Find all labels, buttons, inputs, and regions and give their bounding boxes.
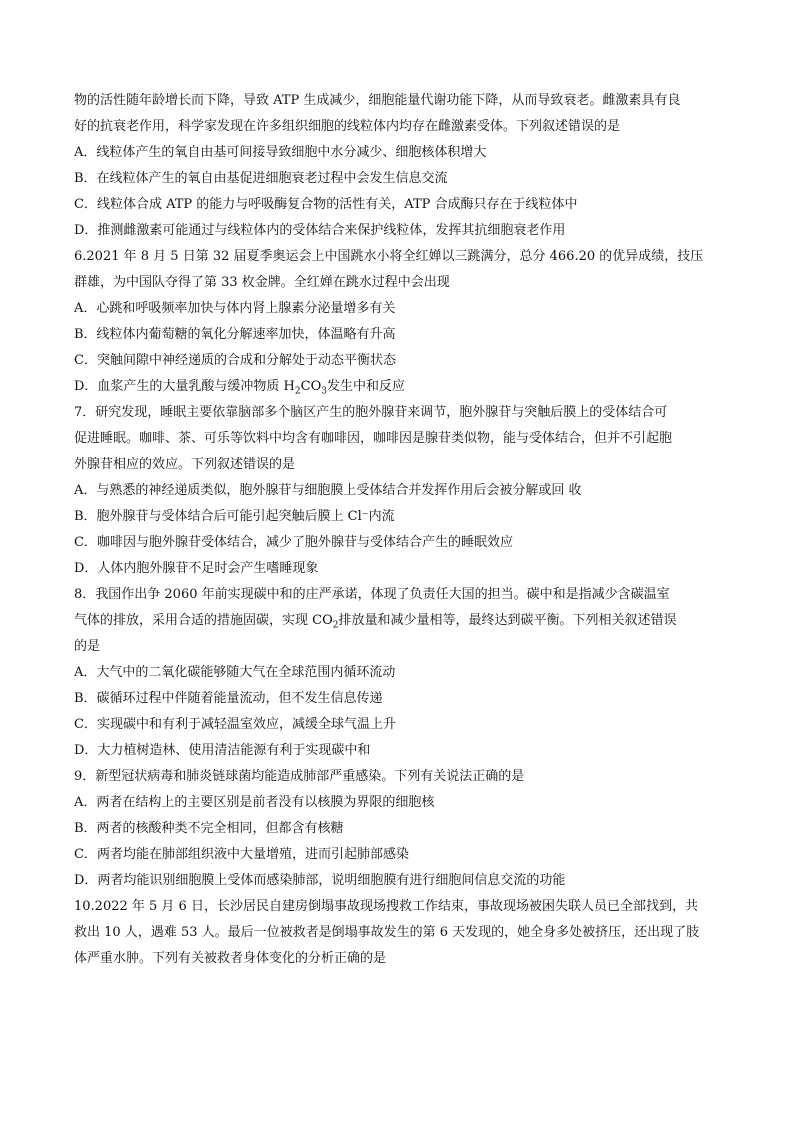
q9-stem-line-1: 9．新型冠状病毒和肺炎链球菌均能造成肺部严重感染。下列有关说法正确的是 (74, 769, 525, 784)
q9-option-c: C．两者均能在肺部组织液中大量增殖，进而引起肺部感染 (74, 847, 409, 862)
q7-stem-line-1: 7．研究发现，睡眠主要依靠脑部多个脑区产生的胞外腺苷来调节，胞外腺苷与突触后膜上的受体结合可 (74, 405, 668, 420)
q8-option-c: C．实现碳中和有利于减轻温室效应，减缓全球气温上升 (74, 717, 396, 732)
q5-option-a: A．线粒体产生的氧自由基可间接导致细胞中水分减少、细胞核体积增大 (74, 145, 487, 160)
q7-option-c: C．咖啡因与胞外腺苷受体结合，减少了胞外腺苷与受体结合产生的睡眠效应 (74, 535, 513, 550)
q5-option-b: B．在线粒体产生的氧自由基促进细胞衰老过程中会发生信息交流 (74, 171, 448, 186)
q10-stem-line-3: 体严重水肿。下列有关被救者身体变化的分析正确的是 (74, 951, 387, 966)
q7-option-b: B．胞外腺苷与受体结合后可能引起突触后膜上 Cl⁻内流 (74, 509, 395, 524)
q7-stem-line-2: 促进睡眠。咖啡、茶、可乐等饮料中均含有咖啡因，咖啡因是腺苷类似物，能与受体结合，但并不引起胞 (74, 431, 673, 446)
q6-option-d (74, 374, 734, 400)
q6-option-d-mid: CO (300, 379, 322, 394)
q6-option-d-sub2: 3 (321, 386, 327, 397)
q8-stem-line-1: 8．我国作出争 2060 年前实现碳中和的庄严承诺，体现了负责任大国的担当。碳中和是指减少含碳温室 (74, 587, 670, 602)
q8-stem-line-2-sub: 2 (332, 620, 339, 631)
q9-option-d: D．两者均能识别细胞膜上受体而感染肺部，说明细胞膜有进行细胞间信息交流的功能 (74, 873, 566, 888)
q7-option-d: D．人体内胞外腺苷不足时会产生嗜睡现象 (74, 561, 319, 576)
q6-stem-line-1: 6.2021 年 8 月 5 日第 32 届夏季奥运会上中国跳水小将全红婵以三跳满分，总分 466.20 的优异成绩，技压 (74, 249, 704, 264)
q8-option-a: A．大气中的二氧化碳能够随大气在全球范围内循环流动 (74, 665, 396, 680)
q6-option-b: B．线粒体内葡萄糖的氧化分解速率加快，体温略有升高 (74, 327, 396, 342)
q6-option-d-prefix: D．血浆产生的大量乳酸与缓冲物质 H (74, 379, 295, 394)
q8-option-d: D．大力植树造林、使用清洁能源有利于实现碳中和 (74, 743, 371, 758)
q6-option-c: C．突触间隙中神经递质的合成和分解处于动态平衡状态 (74, 353, 396, 368)
q10-stem-line-1: 10.2022 年 5 月 6 日，长沙居民自建房倒塌事故现场搜救工作结束，事故现场被困失联人员已全部找到，共 (74, 899, 698, 914)
q7-stem-line-3: 外腺苷相应的效应。下列叙述错误的是 (74, 457, 296, 472)
q6-option-d-suffix: 发生中和反应 (326, 379, 405, 394)
exam-page (74, 88, 734, 972)
q9-option-b: B．两者的核酸种类不完全相同，但都含有核糖 (74, 821, 344, 836)
q8-stem-line-2-suffix: 排放量和减少量相等，最终达到碳平衡。下列相关叙述错误 (338, 613, 677, 628)
q8-stem-line-2-prefix: 气体的排放，采用合适的措施固碳，实现 CO (74, 613, 333, 628)
q5-stem-line-1: 物的活性随年龄增长而下降，导致 ATP 生成减少，细胞能量代谢功能下降，从而导致衰老。雌激素具有良 (74, 93, 681, 108)
q5-stem-line-2: 好的抗衰老作用，科学家发现在许多组织细胞的线粒体内均存在雌激素受体。下列叙述错误的是 (74, 119, 621, 134)
q5-option-c: C．线粒体合成 ATP 的能力与呼吸酶复合物的活性有关，ATP 合成酶只存在于线粒体中 (74, 197, 578, 212)
q8-option-b: B．碳循环过程中伴随着能量流动，但不发生信息传递 (74, 691, 383, 706)
q8-stem-line-3: 的是 (74, 639, 101, 654)
q8-stem-line-2 (74, 608, 734, 634)
q9-option-a: A．两者在结构上的主要区别是前者没有以核膜为界限的细胞核 (74, 795, 435, 810)
q6-stem-line-2: 群雄，为中国队夺得了第 33 枚金牌。全红婵在跳水过程中会出现 (74, 275, 450, 290)
q6-option-d-sub1: 2 (294, 386, 301, 397)
q5-option-d: D．推测雌激素可能通过与线粒体内的受体结合来保护线粒体，发挥其抗细胞衰老作用 (74, 223, 566, 238)
q7-option-a: A．与熟悉的神经递质类似，胞外腺苷与细胞膜上受体结合并发挥作用后会被分解或回 收 (74, 483, 582, 498)
q10-stem-line-2: 救出 10 人，遇难 53 人。最后一位被救者是倒塌事故发生的第 6 天发现的，她全身多处被挤压，还出现了肢 (74, 925, 700, 940)
q6-option-a: A．心跳和呼吸频率加快与体内肾上腺素分泌量增多有关 (74, 301, 396, 316)
